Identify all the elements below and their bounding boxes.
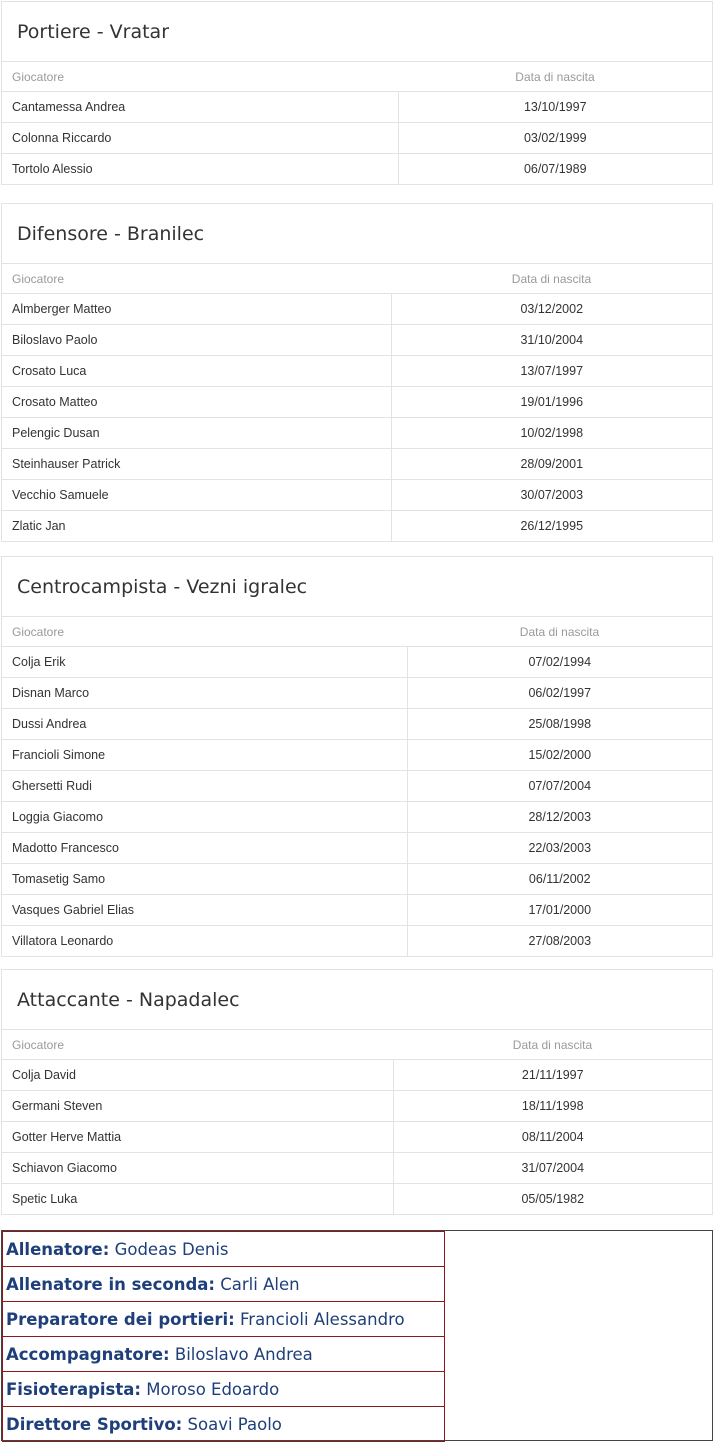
- staff-role: Allenatore in seconda:: [6, 1274, 216, 1294]
- player-name: Schiavon Giacomo: [2, 1153, 393, 1184]
- staff-name: Biloslavo Andrea: [174, 1344, 313, 1364]
- table-row: [2, 647, 712, 678]
- staff-name: Soavi Paolo: [187, 1414, 282, 1434]
- birth-date: 13/10/1997: [398, 92, 712, 123]
- player-name: Steinhauser Patrick: [2, 449, 391, 480]
- table-row: [2, 771, 712, 802]
- player-name: Colja David: [2, 1060, 393, 1091]
- roster-table: [2, 62, 712, 184]
- staff-cell: [3, 1337, 445, 1372]
- roster-section-goalkeepers: [1, 1, 713, 185]
- staff-name: Moroso Edoardo: [146, 1379, 280, 1399]
- birth-date: 05/05/1982: [521, 1192, 585, 1206]
- player-name: Cantamessa Andrea: [2, 92, 398, 123]
- staff-cell: [3, 1232, 445, 1267]
- table-row: [2, 833, 712, 864]
- roster-table: [2, 1030, 712, 1214]
- player-name: Spetic Luka: [2, 1184, 393, 1215]
- table-row: [2, 480, 712, 511]
- staff-cell: [3, 1372, 445, 1407]
- staff-row: [3, 1267, 445, 1302]
- player-name: Ghersetti Rudi: [2, 771, 407, 802]
- table-row: [2, 864, 712, 895]
- table-row: [2, 895, 712, 926]
- birth-date: 10/02/1998: [391, 418, 712, 449]
- player-name: Tomasetig Samo: [2, 864, 407, 895]
- birth-date: 28/09/2001: [391, 449, 712, 480]
- player-name: Biloslavo Paolo: [2, 325, 391, 356]
- birth-date: 06/02/1997: [407, 678, 712, 709]
- table-row: [2, 1060, 712, 1091]
- section-title: Attaccante - Napadalec: [2, 970, 712, 1030]
- player-name: Tortolo Alessio: [2, 154, 398, 185]
- column-header-birth-date: Data di nascita: [393, 1030, 712, 1060]
- table-row: [2, 387, 712, 418]
- birth-date: 06/11/2002: [407, 864, 712, 895]
- player-name: Germani Steven: [2, 1091, 393, 1122]
- table-row: [2, 802, 712, 833]
- staff-role: Fisioterapista:: [6, 1379, 141, 1399]
- player-name: Crosato Luca: [2, 356, 391, 387]
- table-row: [2, 926, 712, 957]
- table-row: [2, 1122, 712, 1153]
- player-name: Colja Erik: [2, 647, 407, 678]
- column-header-birth-date: Data di nascita: [391, 264, 712, 294]
- column-header-birth-date: Data di nascita: [407, 617, 712, 647]
- staff-cell: [3, 1267, 445, 1302]
- table-row: [2, 325, 712, 356]
- column-header-birth-date: Data di nascita: [398, 62, 712, 92]
- staff-role: Preparatore dei portieri:: [6, 1309, 235, 1329]
- staff-box: [1, 1230, 713, 1441]
- table-row: [2, 356, 712, 387]
- staff-cell: [3, 1407, 445, 1442]
- section-title: Difensore - Branilec: [2, 204, 712, 264]
- player-name: Disnan Marco: [2, 678, 407, 709]
- roster-section-midfielders: [1, 556, 713, 957]
- roster-section-defenders: [1, 203, 713, 542]
- birth-date: 25/08/1998: [407, 709, 712, 740]
- birth-date: 31/07/2004: [393, 1153, 712, 1184]
- table-row: [2, 511, 712, 542]
- player-name: Colonna Riccardo: [2, 123, 398, 154]
- staff-role: Accompagnatore:: [6, 1344, 170, 1364]
- player-name: Gotter Herve Mattia: [2, 1122, 393, 1153]
- player-name: Dussi Andrea: [2, 709, 407, 740]
- staff-row: [3, 1407, 445, 1442]
- staff-row: [3, 1372, 445, 1407]
- birth-date: 26/12/1995: [520, 519, 584, 533]
- birth-date: 08/11/2004: [393, 1122, 712, 1153]
- birth-date: 22/03/2003: [407, 833, 712, 864]
- birth-date: 03/02/1999: [398, 123, 712, 154]
- staff-name: Carli Alen: [220, 1274, 300, 1294]
- birth-date: 07/07/2004: [407, 771, 712, 802]
- birth-date: 13/07/1997: [391, 356, 712, 387]
- staff-name: Godeas Denis: [114, 1239, 229, 1259]
- staff-role: Direttore Sportivo:: [6, 1414, 183, 1434]
- staff-row: [3, 1302, 445, 1337]
- birth-date: 19/01/1996: [391, 387, 712, 418]
- player-name: Vasques Gabriel Elias: [2, 895, 407, 926]
- birth-date: 27/08/2003: [528, 934, 592, 948]
- staff-cell: [3, 1302, 445, 1337]
- birth-date: 07/02/1994: [407, 647, 712, 678]
- staff-row: [3, 1232, 445, 1267]
- section-title: Portiere - Vratar: [2, 2, 712, 62]
- column-header-player: Giocatore: [2, 1030, 393, 1060]
- player-name: Francioli Simone: [2, 740, 407, 771]
- table-row: [2, 92, 712, 123]
- staff-name: Francioli Alessandro: [240, 1309, 405, 1329]
- birth-date: 03/12/2002: [391, 294, 712, 325]
- player-name: Pelengic Dusan: [2, 418, 391, 449]
- birth-date: 15/02/2000: [407, 740, 712, 771]
- birth-date: 18/11/1998: [393, 1091, 712, 1122]
- table-row: [2, 1153, 712, 1184]
- table-row: [2, 123, 712, 154]
- column-header-player: Giocatore: [2, 62, 398, 92]
- player-name: Vecchio Samuele: [2, 480, 391, 511]
- player-name: Crosato Matteo: [2, 387, 391, 418]
- player-name: Madotto Francesco: [2, 833, 407, 864]
- birth-date: 30/07/2003: [391, 480, 712, 511]
- birth-date: 17/01/2000: [407, 895, 712, 926]
- birth-date: 28/12/2003: [407, 802, 712, 833]
- staff-role: Allenatore:: [6, 1239, 110, 1259]
- section-title: Centrocampista - Vezni igralec: [2, 557, 712, 617]
- birth-date: 31/10/2004: [391, 325, 712, 356]
- table-row: [2, 418, 712, 449]
- roster-table: [2, 617, 712, 956]
- table-row: [2, 294, 712, 325]
- staff-table: [2, 1231, 445, 1442]
- player-name: Villatora Leonardo: [2, 926, 407, 957]
- player-name: Zlatic Jan: [2, 511, 391, 542]
- staff-row: [3, 1337, 445, 1372]
- birth-date: 06/07/1989: [523, 162, 587, 176]
- table-row: [2, 678, 712, 709]
- table-row: [2, 1184, 712, 1215]
- player-name: Loggia Giacomo: [2, 802, 407, 833]
- column-header-player: Giocatore: [2, 264, 391, 294]
- column-header-player: Giocatore: [2, 617, 407, 647]
- roster-section-forwards: [1, 969, 713, 1215]
- table-row: [2, 449, 712, 480]
- roster-table: [2, 264, 712, 541]
- player-name: Almberger Matteo: [2, 294, 391, 325]
- table-row: [2, 740, 712, 771]
- table-row: [2, 709, 712, 740]
- birth-date: 21/11/1997: [393, 1060, 712, 1091]
- table-row: [2, 154, 712, 185]
- table-row: [2, 1091, 712, 1122]
